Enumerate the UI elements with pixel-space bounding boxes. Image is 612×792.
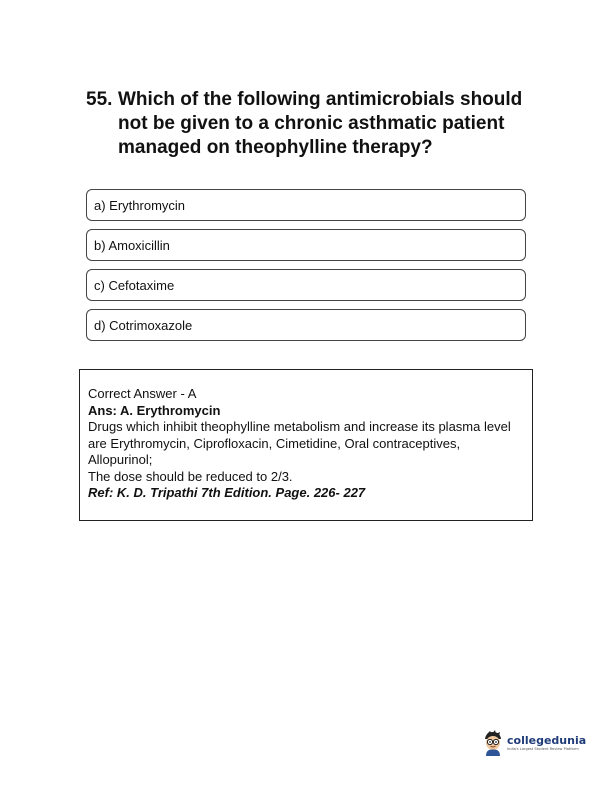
mascot-icon — [482, 730, 504, 756]
correct-answer: Correct Answer - A — [88, 386, 197, 401]
option-d[interactable] — [86, 309, 526, 341]
option-d-label: d) Cotrimoxazole — [94, 317, 193, 333]
option-c-label: c) Cefotaxime — [94, 277, 175, 293]
question-number: 55. — [86, 89, 113, 110]
logo-tagline: India's Largest Student Review Platform — [507, 746, 579, 751]
collegedunia-logo — [482, 730, 586, 756]
question-text: Which of the following antimicrobials should not be given to a chronic asthmatic patient managed on theophylline therapy? — [118, 89, 523, 158]
question — [86, 88, 526, 160]
option-b-label: b) Amoxicillin — [94, 237, 170, 253]
answer-heading: Ans: A. Erythromycin — [88, 402, 221, 418]
option-b[interactable] — [86, 229, 526, 261]
answer-reference: Ref: K. D. Tripathi 7th Edition. Page. 226- 227 — [88, 485, 366, 500]
option-a-label: a) Erythromycin — [94, 197, 186, 213]
answer-explanation: Drugs which inhibit theophylline metabolism and increase its plasma level are Erythromycin, Ciprofloxacin, Cimetidine, Oral contraceptives, Allopurinol; — [88, 419, 511, 467]
option-c[interactable] — [86, 269, 526, 301]
answer-box — [79, 369, 533, 521]
options-list — [86, 189, 526, 349]
logo-name: collegedunia — [507, 733, 587, 747]
option-a[interactable] — [86, 189, 526, 221]
answer-dose: The dose should be reduced to 2/3. — [88, 468, 293, 484]
